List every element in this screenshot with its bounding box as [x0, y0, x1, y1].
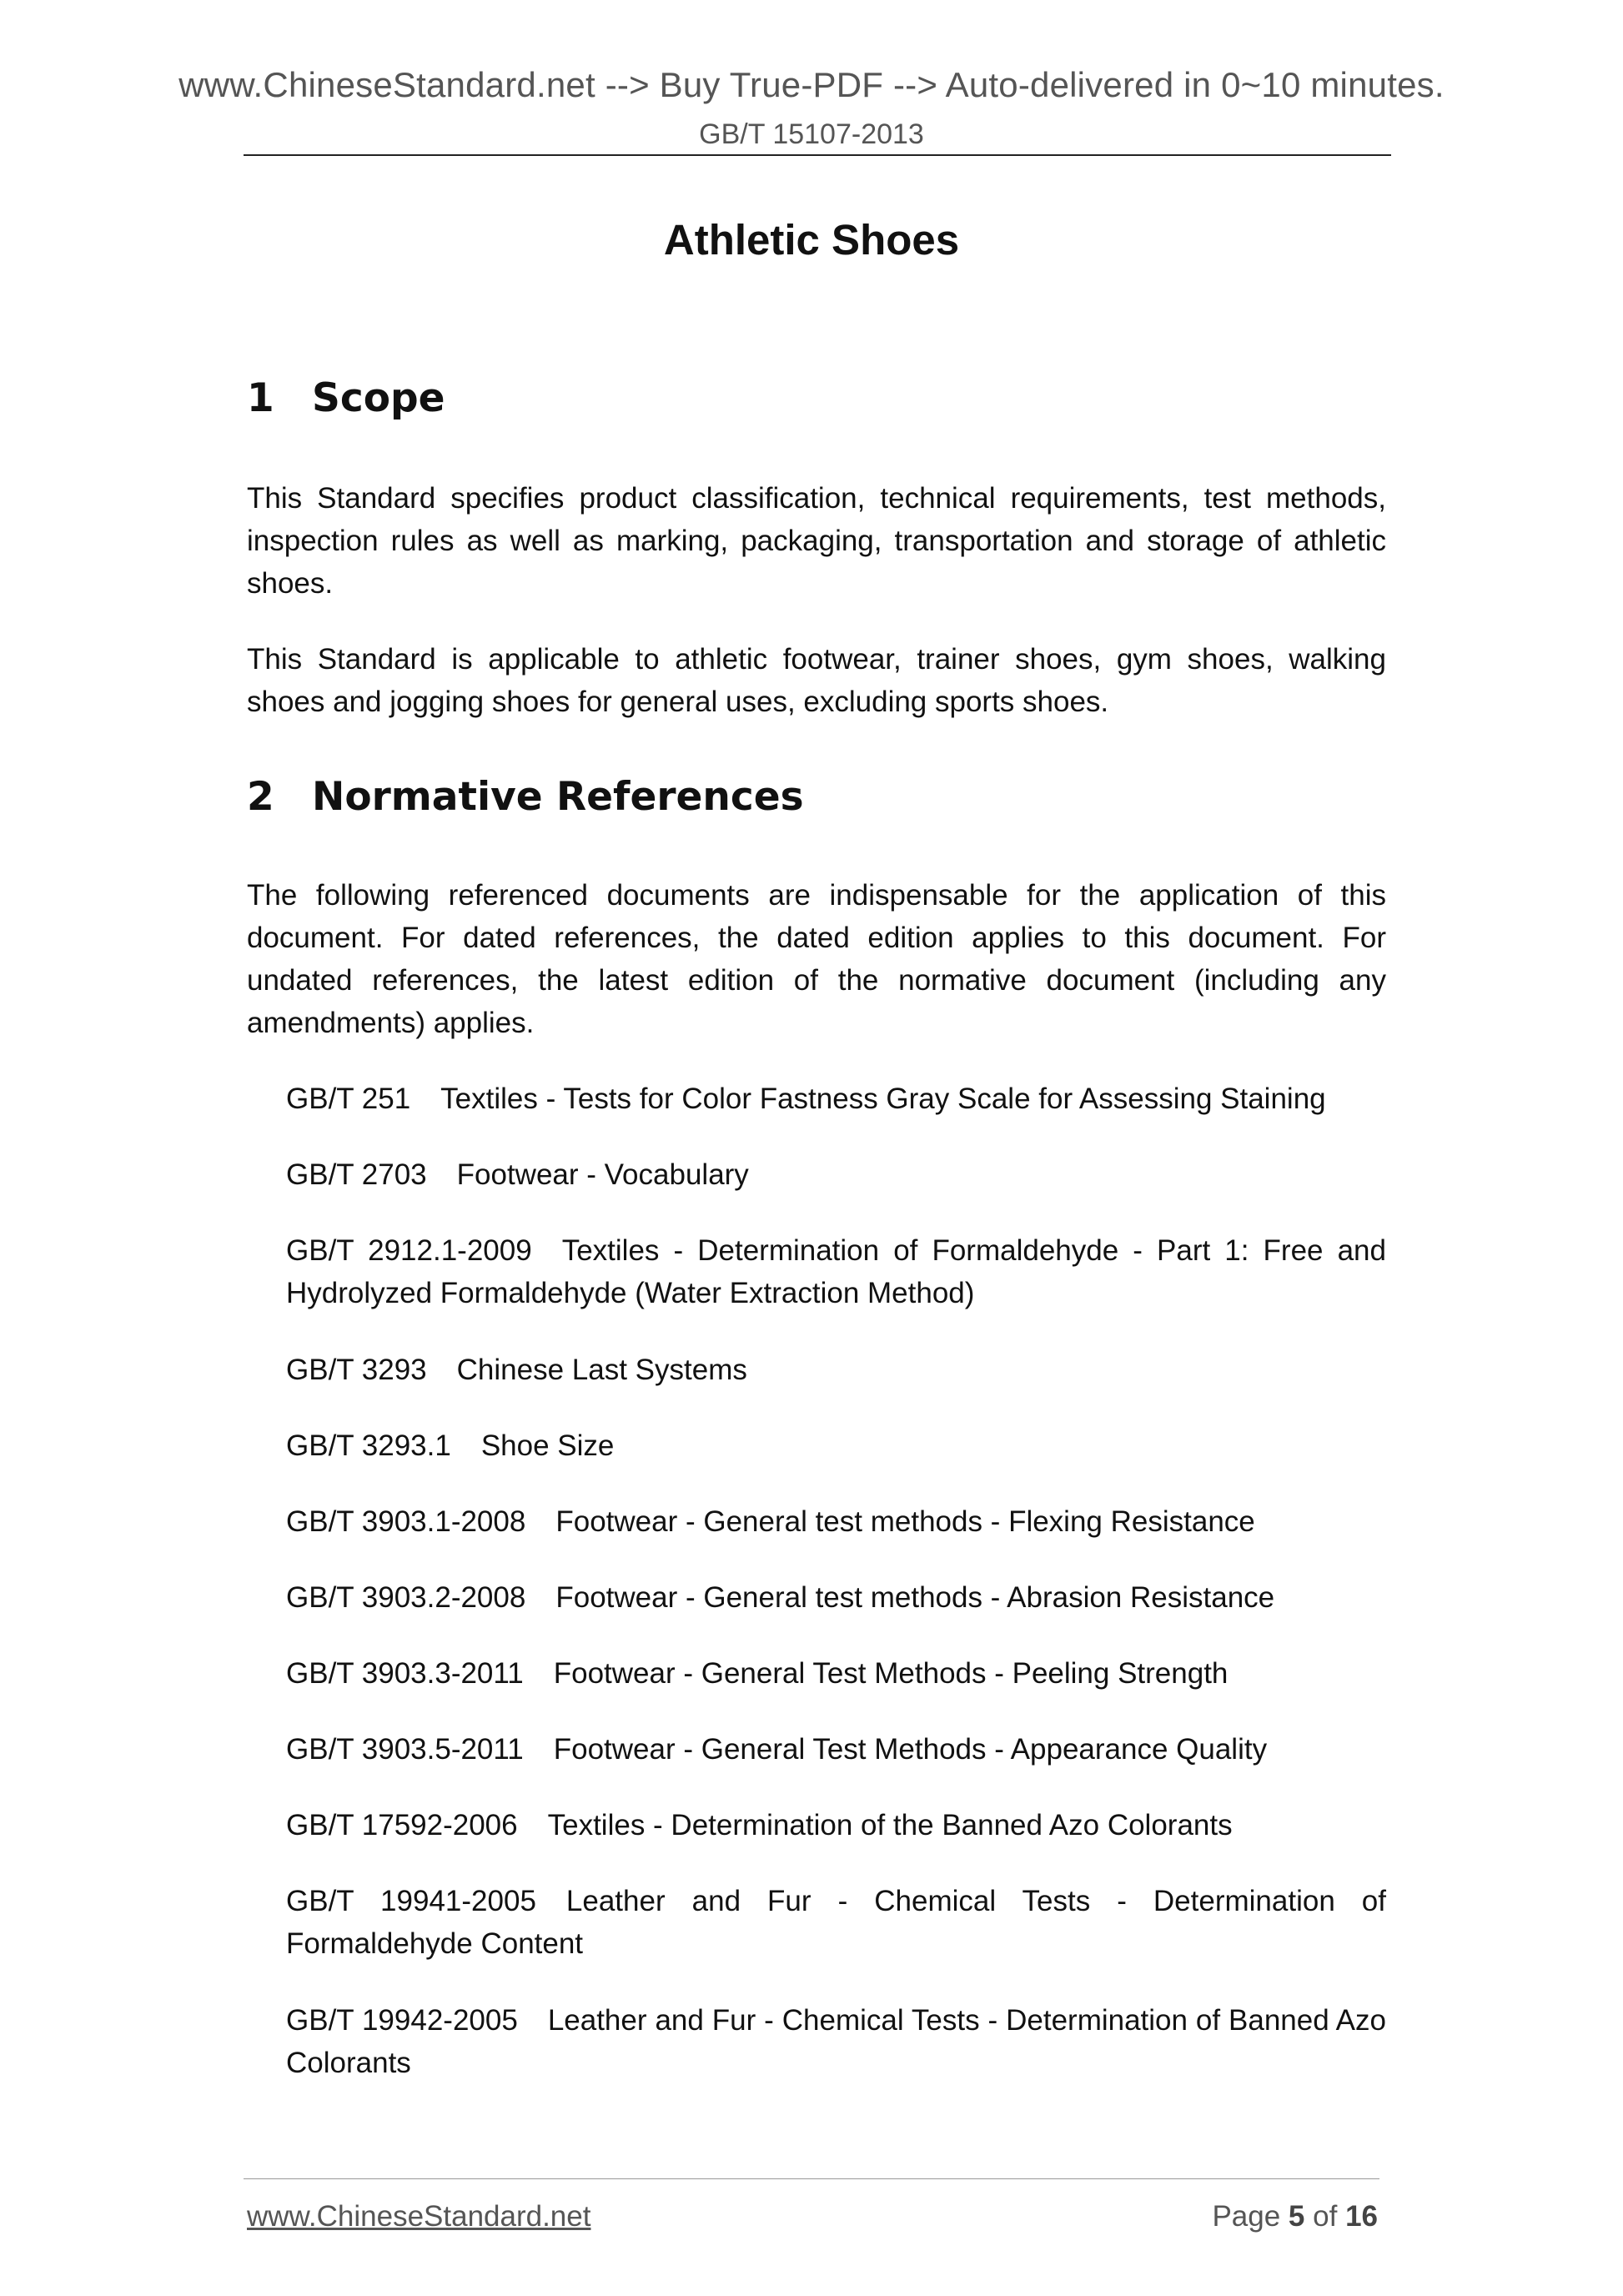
reference-code: GB/T 3903.2-2008 [286, 1581, 526, 1614]
reference-item [286, 1804, 1386, 1846]
section-title: Scope [312, 375, 445, 421]
reference-item [286, 1153, 1386, 1196]
reference-title: Footwear - General Test Methods - Appearance Quality [553, 1733, 1268, 1766]
reference-code: GB/T 2703 [286, 1158, 427, 1191]
references-intro-paragraph: The following referenced documents are indispensable for the application of this document. For dated references, the dated edition applies to this document. For undated references, the latest edition of the normative document (including any amendments) applies. [247, 879, 1386, 1039]
reference-item [286, 1652, 1386, 1695]
section-heading-normative-references [247, 774, 804, 820]
page-indicator [1212, 2200, 1378, 2233]
reference-item [286, 1349, 1386, 1391]
reference-code: GB/T 2912.1-2009 [286, 1234, 532, 1267]
reference-code: GB/T 3293 [286, 1354, 427, 1386]
reference-title: Textiles - Determination of Formaldehyde - Part 1: Free and Hydrolyzed Formaldehyde (Water Extraction Method) [286, 1234, 1386, 1309]
reference-item [286, 1999, 1386, 2084]
reference-item [286, 1880, 1386, 1965]
scope-paragraph: This Standard is applicable to athletic footwear, trainer shoes, gym shoes, walking shoes and jogging shoes for general uses, excluding sports shoes. [247, 643, 1386, 718]
section-heading-scope [247, 375, 445, 421]
footer-website-link[interactable]: www.ChineseStandard.net [247, 2200, 591, 2233]
reference-item [286, 1078, 1386, 1120]
section-title: Normative References [312, 774, 804, 820]
reference-item [286, 1728, 1386, 1771]
reference-code: GB/T 19941-2005 [286, 1885, 536, 1917]
header-rule [244, 154, 1391, 156]
page-current: 5 [1288, 2200, 1305, 2233]
reference-code: GB/T 19942-2005 [286, 2004, 518, 2037]
reference-code: GB/T 3903.3-2011 [286, 1657, 524, 1690]
reference-title: Footwear - General Test Methods - Peeling Strength [553, 1657, 1229, 1690]
reference-code: GB/T 3293.1 [286, 1429, 451, 1462]
reference-title: Footwear - General test methods - Flexing Resistance [555, 1505, 1255, 1538]
reference-item [286, 1500, 1386, 1543]
reference-title: Leather and Fur - Chemical Tests - Determination of Formaldehyde Content [286, 1885, 1386, 1960]
header-standard-number: GB/T 15107-2013 [699, 118, 924, 150]
reference-title: Leather and Fur - Chemical Tests - Determination of Banned Azo Colorants [286, 2004, 1386, 2079]
reference-title: Textiles - Determination of the Banned Azo Colorants [547, 1809, 1233, 1841]
reference-title: Footwear - Vocabulary [456, 1158, 749, 1191]
section-number: 2 [247, 774, 274, 820]
reference-title: Textiles - Tests for Color Fastness Gray Scale for Assessing Staining [440, 1083, 1326, 1115]
reference-code: GB/T 3903.1-2008 [286, 1505, 526, 1538]
reference-code: GB/T 3903.5-2011 [286, 1733, 524, 1766]
header-banner: www.ChineseStandard.net --> Buy True-PDF --> Auto-delivered in 0~10 minutes. [178, 65, 1445, 104]
reference-title: Footwear - General test methods - Abrasion Resistance [555, 1581, 1275, 1614]
reference-code: GB/T 17592-2006 [286, 1809, 518, 1841]
document-title: Athletic Shoes [663, 216, 960, 264]
reference-item [286, 1576, 1386, 1619]
page-label: Page [1212, 2200, 1281, 2233]
reference-title: Chinese Last Systems [456, 1354, 747, 1386]
page-of: of [1313, 2200, 1338, 2233]
section-number: 1 [247, 375, 274, 421]
scope-paragraph: This Standard specifies product classification, technical requirements, test methods, inspection rules as well as marking, packaging, transportation and storage of athletic shoes. [247, 482, 1386, 600]
reference-item [286, 1424, 1386, 1467]
reference-title: Shoe Size [480, 1429, 615, 1462]
reference-code: GB/T 251 [286, 1083, 411, 1115]
reference-item [286, 1229, 1386, 1314]
footer-rule [244, 2178, 1379, 2179]
page-total: 16 [1345, 2200, 1378, 2233]
